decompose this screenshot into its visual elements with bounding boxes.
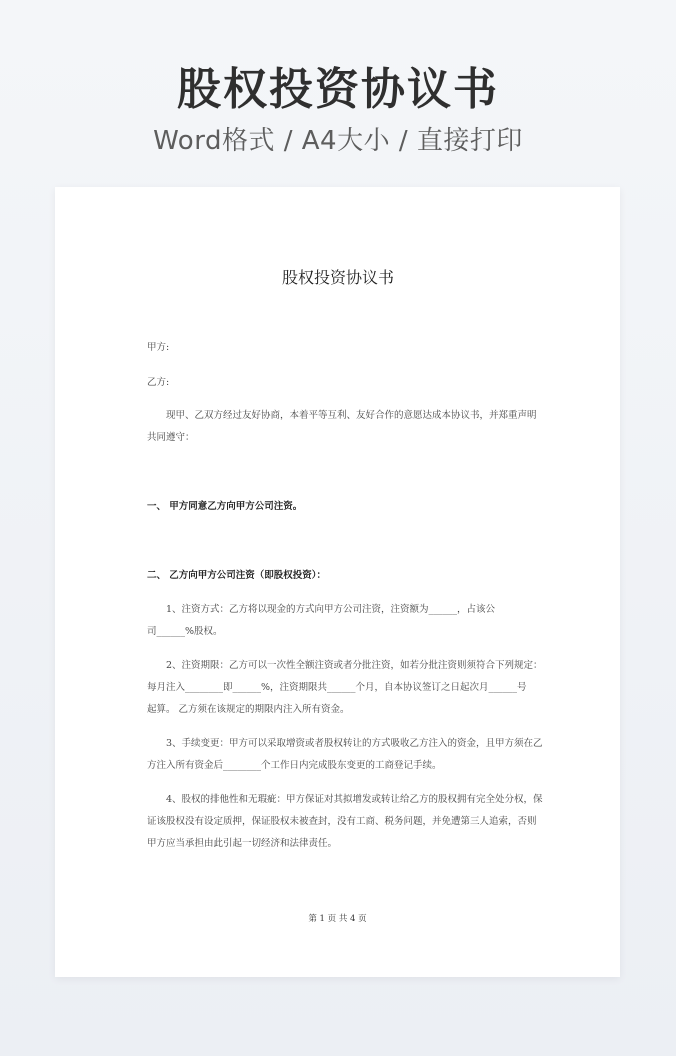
clause-4-line-3: 甲方应当承担由此引起一切经济和法律责任。 [147, 838, 338, 849]
clause-1-line-2: 司______%股权。 [147, 626, 223, 637]
document-page [55, 187, 620, 977]
banner-subtitle: Word格式 / A4大小 / 直接打印 [153, 126, 523, 156]
party-a-label: 甲方: [147, 342, 170, 353]
intro-line-2: 共同遵守： [147, 432, 195, 443]
section-1-heading: 一、 甲方同意乙方向甲方公司注资。 [147, 501, 303, 512]
clause-3-line-2: 方注入所有资金后________个工作日内完成股东变更的工商登记手续。 [147, 760, 442, 771]
intro-line-1: 现甲、乙双方经过友好协商，本着平等互利、友好合作的意愿达成本协议书，并郑重声明 [166, 410, 537, 421]
clause-2-line-3: 起算。 乙方须在该规定的期限内注入所有资金。 [147, 704, 350, 715]
clause-4-line-2: 证该股权没有设定质押，保证股权未被查封，没有工商、税务问题，并免遭第三人追索，否则 [147, 816, 537, 827]
page-number-footer: 第 1 页 共 4 页 [308, 914, 367, 924]
clause-2-line-1: 2、注资期限：乙方可以一次性全额注资或者分批注资，如若分批注资则须符合下列规定： [166, 660, 543, 671]
party-b-label: 乙方: [147, 377, 170, 388]
clause-3-line-1: 3、手续变更：甲方可以采取增资或者股权转让的方式吸收乙方注入的资金，且甲方须在乙 [166, 738, 543, 749]
clause-4-line-1: 4、股权的排他性和无瑕疵：甲方保证对其拟增发或转让给乙方的股权拥有完全处分权，保 [166, 794, 543, 805]
document-title: 股权投资协议书 [281, 268, 394, 287]
clause-1-line-1: 1、注资方式：乙方将以现金的方式向甲方公司注资，注资额为______，占该公 [166, 604, 496, 615]
banner-title: 股权投资协议书 [177, 64, 499, 115]
banner-header [0, 62, 676, 158]
section-2-heading: 二、 乙方向甲方公司注资（即股权投资）： [147, 570, 327, 581]
clause-2-line-2: 每月注入________即______%，注资期限共______个月，自本协议签订之日起次月______号 [147, 682, 527, 693]
